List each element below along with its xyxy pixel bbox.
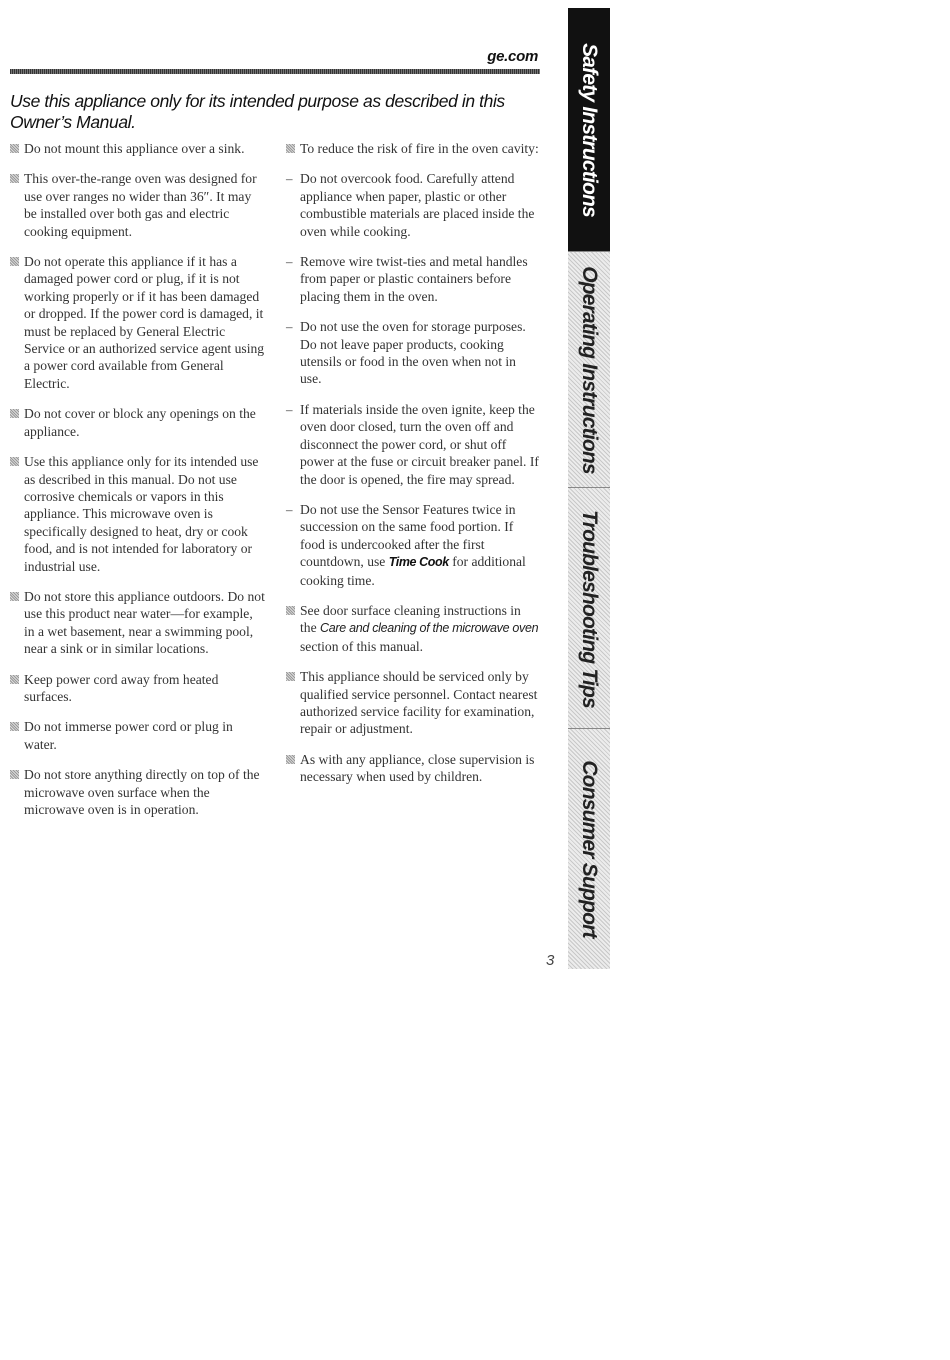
- tab-consumer-support[interactable]: [568, 728, 610, 969]
- bullet-icon: [286, 672, 295, 681]
- left-column: [10, 140, 265, 831]
- safety-item: Do not store this appliance outdoors. Do not use this product near water—for example, in a wet basement, near a swimming pool, near a sink or in similar locations.: [10, 588, 265, 658]
- safety-item: This over-the-range oven was designed for use over ranges no wider than 36″. It may be installed over both gas and electric cooking equipment.: [10, 170, 265, 240]
- safety-item: Do not operate this appliance if it has a damaged power cord or plug, if it is not working properly or if it has been damaged or dropped. If the power cord is damaged, it must be replaced by General Electric Service or an authorized service agent using a power cord available from General Electric.: [10, 253, 265, 392]
- safety-item: Do not store anything directly on top of the microwave oven surface when the microwave oven is in operation.: [10, 766, 265, 818]
- fire-subitem: – If materials inside the oven ignite, keep the oven door closed, turn the oven off and disconnect the power cord, or shut off power at the fuse or circuit breaker panel. If the door is opened, the fire may spread.: [286, 401, 539, 487]
- tab-safety-instructions[interactable]: [568, 8, 610, 251]
- dash-marker: –: [286, 501, 293, 517]
- header-rule: [10, 69, 540, 74]
- dash-marker: –: [286, 401, 293, 417]
- tab-operating-instructions[interactable]: [568, 251, 610, 488]
- fire-risk-item: To reduce the risk of fire in the oven cavity:: [286, 140, 540, 157]
- tab-label: Troubleshooting Tips: [578, 509, 601, 708]
- bullet-icon: [10, 257, 19, 266]
- service-item: This appliance should be serviced only by qualified service personnel. Contact nearest authorized service facility for examination, repair or adjustment.: [286, 668, 540, 738]
- bullet-icon: [10, 770, 19, 779]
- safety-item: Do not mount this appliance over a sink.: [10, 140, 265, 157]
- sensor-subitem: – Do not use the Sensor Features twice in succession on the same food portion. If food is undercooked after the first countdown, use Time Cook for additional cooking time.: [286, 501, 526, 588]
- bullet-icon: [10, 144, 19, 153]
- safety-item: Do not cover or block any openings on the appliance.: [10, 405, 265, 440]
- tab-label: Safety Instructions: [578, 42, 601, 217]
- tab-label: Operating Instructions: [578, 266, 601, 474]
- bullet-icon: [10, 722, 19, 731]
- tab-troubleshooting-tips[interactable]: [568, 487, 610, 729]
- page-number: 3: [546, 952, 555, 969]
- bullet-icon: [10, 675, 19, 684]
- safety-item: Use this appliance only for its intended use as described in this manual. Do not use corrosive chemicals or vapors in this appliance. This microwave oven is specifically designed to heat, dry or cook food, and is not intended for laboratory or industrial use.: [10, 453, 265, 575]
- safety-item: Do not immerse power cord or plug in water.: [10, 718, 265, 753]
- dash-marker: –: [286, 171, 293, 187]
- bullet-icon: [10, 174, 19, 183]
- fire-subitem: – Remove wire twist-ties and metal handles from paper or plastic containers before placing them in the oven.: [286, 254, 528, 304]
- fire-subitem: – Do not overcook food. Carefully attend appliance when paper, plastic or other combustible materials are placed inside the oven while cooking.: [286, 171, 535, 239]
- dash-marker: –: [286, 319, 293, 335]
- bullet-icon: [286, 755, 295, 764]
- dash-marker: –: [286, 254, 293, 270]
- bullet-icon: [10, 457, 19, 466]
- supervision-item: As with any appliance, close supervision is necessary when used by children.: [286, 751, 540, 786]
- bullet-icon: [286, 606, 295, 615]
- cleaning-item: See door surface cleaning instructions in the Care and cleaning of the microwave oven section of this manual.: [286, 602, 540, 655]
- section-tabs: [568, 8, 610, 968]
- fire-subitem: – Do not use the oven for storage purposes. Do not leave paper products, cooking utensils or food in the oven when not in use.: [286, 319, 526, 387]
- bullet-icon: [286, 144, 295, 153]
- time-cook-term: Time Cook: [388, 555, 449, 570]
- bullet-icon: [10, 592, 19, 601]
- care-cleaning-reference: Care and cleaning of the microwave oven: [320, 621, 539, 636]
- site-url: ge.com: [487, 48, 538, 65]
- safety-item: Keep power cord away from heated surfaces.: [10, 671, 265, 706]
- right-column: [286, 140, 540, 799]
- bullet-icon: [10, 409, 19, 418]
- tab-label: Consumer Support: [578, 760, 601, 938]
- intro-heading: Use this appliance only for its intended purpose as described in this Owner’s Manual.: [10, 91, 505, 132]
